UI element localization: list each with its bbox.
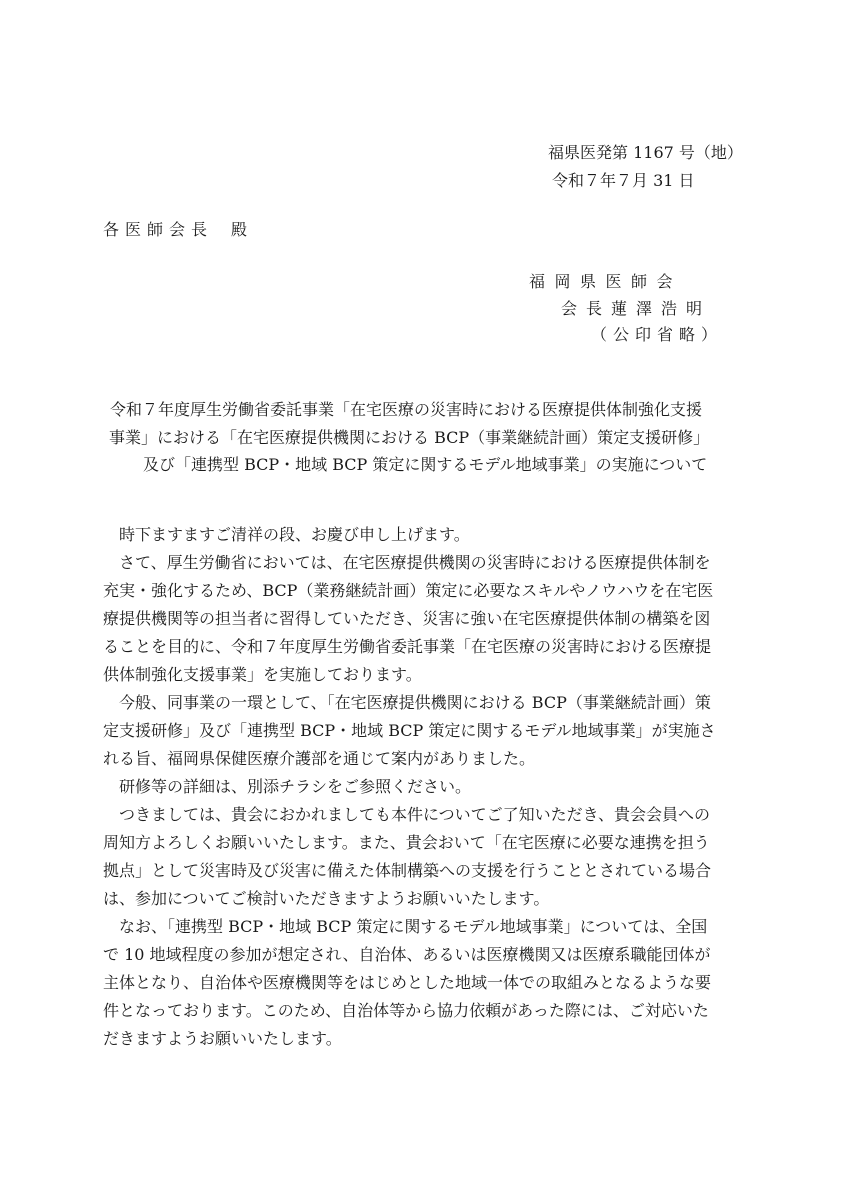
document-title-line-3: 及び「連携型 BCP・地域 BCP 策定に関するモデル地域事業」の実施について [143, 455, 708, 474]
document-title-line-1: 令和７年度厚生労働省委託事業「在宅医療の災害時における医療提供体制強化支援 [110, 400, 703, 419]
body-line: は、参加についてご検討いただきますようお願いいたします。 [103, 889, 550, 908]
body-line: 今般、同事業の一環として、「在宅医療提供機関における BCP（事業継続計画）策 [103, 693, 711, 712]
body-line: で 10 地域程度の参加が想定され、自治体、あるいは医療機関又は医療系職能団体が [103, 945, 711, 964]
body-line: 周知方よろしくお願いいたします。また、貴会おいて「在宅医療に必要な連携を担う [103, 833, 710, 852]
body-line: 主体となり、自治体や医療機関等をはじめとした地域一体での取組みとなるような要 [103, 973, 712, 992]
body-line: だきますようお願いいたします。 [103, 1029, 342, 1048]
addressee-honorific: 殿 [231, 220, 248, 239]
sender-name: 会長蓮澤浩明 [561, 299, 712, 318]
body-line: 拠点」として災害時及び災害に備えた体制構築への支援を行うこととされている場合 [103, 861, 712, 880]
body-line: つきましては、貴会におかれましても本件についてご了知いただき、貴会会員への [103, 805, 711, 824]
document-date: 令和７年７月 31 日 [552, 171, 695, 190]
body-line: れる旨、福岡県保健医療介護部を通じて案内がありました。 [103, 749, 536, 768]
document-number: 福県医発第 1167 号（地） [548, 143, 743, 162]
body-line: 療提供機関等の担当者に習得していただき、災害に強い在宅医療提供体制の構築を図 [103, 609, 711, 628]
body-line: 件となっております。このため、自治体等から協力依頼があった際には、ご対応いた [103, 1001, 709, 1020]
addressee [103, 222, 247, 238]
body-line: 時下ますますご清祥の段、お慶び申し上げます。 [103, 525, 470, 544]
body-line: ることを目的に、令和７年度厚生労働省委託事業「在宅医療の災害時における医療提 [103, 637, 712, 656]
body-line: 供体制強化支援事業」を実施しております。 [103, 665, 422, 684]
body-line: 定支援研修」及び「連携型 BCP・地域 BCP 策定に関するモデル地域事業」が実施さ [103, 721, 716, 740]
body-line: 充実・強化するため、BCP（業務継続計画）策定に必要なスキルやノウハウを在宅医 [103, 581, 714, 600]
seal-omitted-note: （公印省略） [591, 325, 724, 344]
body-line: 研修等の詳細は、別添チラシをご参照ください。 [103, 777, 472, 796]
body-line: さて、厚生労働省においては、在宅医療提供機関の災害時における医療提供体制を [103, 553, 711, 572]
sender-organization: 福岡県医師会 [529, 272, 683, 291]
body-line: なお、「連携型 BCP・地域 BCP 策定に関するモデル地域事業」については、全国 [103, 917, 708, 936]
document-title-line-2: 事業」における「在宅医療提供機関における BCP（事業継続計画）策定支援研修」 [109, 428, 710, 447]
addressee-name: 各医師会長 [103, 220, 214, 239]
